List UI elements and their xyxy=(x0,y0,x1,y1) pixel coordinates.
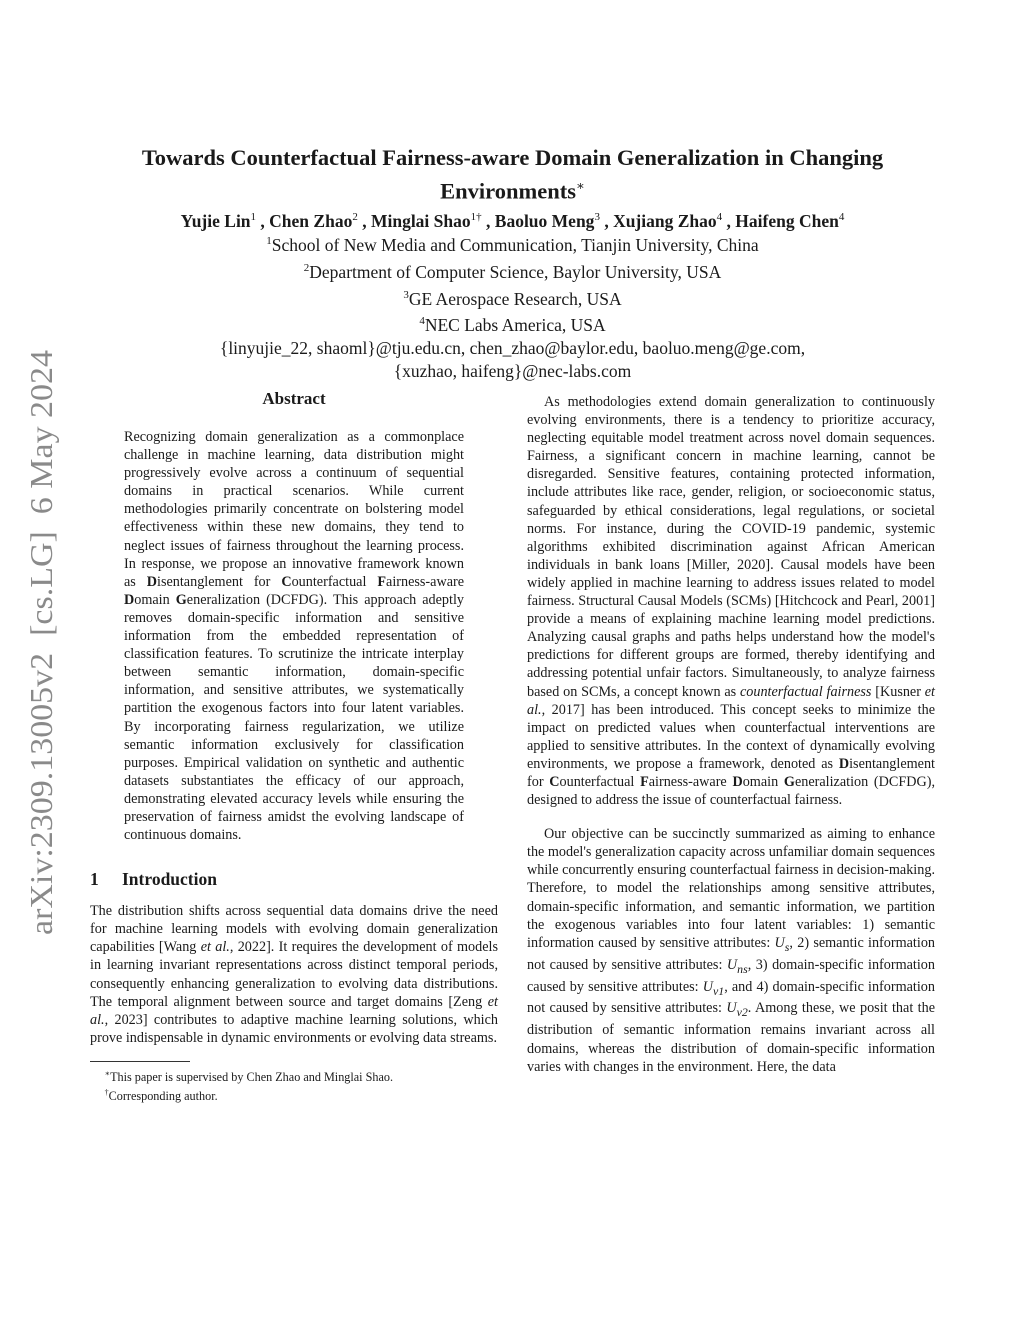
abstract-heading: Abstract xyxy=(262,389,326,408)
section-heading-introduction xyxy=(90,870,498,892)
body-paragraph: As methodologies extend domain generalization to continuously evolving environments, there is a tendency to prioritize accuracy, neglecting equitable model treatment across novel domain sequences. Fairness, a significant concern in machine learning, cannot be disregarded. Sensitive features, containing protected information, include attributes like race, gender, religion, or socioeconomic status, safeguarded by ethical considerations, legal regulations, or societal norms. For instance, during the COVID-19 pandemic, systemic algorithms exhibited discrimination against African American individuals in bank loans [Miller, 2020]. Causal models have been widely applied in machine learning to address issues related to model fairness. Structural Causal Models (SCMs) [Hitchcock and Pearl, 2001] provide a means of explaining machine learning model predictions. Analyzing causal graphs and paths helps understand how the model's predictions for different groups are formed, thereby identifying and addressing potential unfair factors. Simultaneously, to analyze fairness based on SCMs, a concept known as counterfactual fairness [Kusner et al., 2017] has been introduced. This concept seeks to minimize the impact on predicted values when counterfactual interventions are applied to sensitive attributes. In the context of dynamically evolving environments, we propose a framework, denoted as Disentanglement for Counterfactual Fairness-aware Domain Generalization (DCFDG), designed to address the issue of counterfactual fairness. xyxy=(527,394,936,809)
affiliation: $^3$GE Aerospace Research, USA xyxy=(403,288,622,309)
author: Yujie Lin$^1$ , xyxy=(180,210,270,231)
math-variable: $U_{v1}$ xyxy=(702,978,725,998)
author: Xujiang Zhao$^4$ , xyxy=(613,210,736,231)
affiliation: $^1$School of New Media and Communication, Tianjin University, China xyxy=(266,234,759,255)
left-column xyxy=(90,390,498,1104)
author: Haifeng Chen$^4$ xyxy=(735,210,845,231)
affiliation: $^4$NEC Labs America, USA xyxy=(419,315,606,336)
section-title: Introduction xyxy=(122,869,217,890)
title-footnote-mark: ∗ xyxy=(576,178,585,193)
intro-paragraph: The distribution shifts across sequential data domains drive the need for machine learning models with evolving domain generalization capabilities [Wang et al., 2022]. It requires the development of models in learning invariant representations across distinct temporal periods, consequently enhancing generalization to evolving data distributions. The temporal alignment between source and target domains [Zeng et al., 2023] contributes to adaptive machine learning solutions, which prove indispensable in dynamic environments or evolving data streams. xyxy=(90,903,498,1046)
abstract-body: Recognizing domain generalization as a commonplace challenge in machine learning, data distribution might progressively evolve across a continuum of sequential domains in practical scenarios. While current methodologies primarily concentrate on bolstering model effectiveness within these new domains, they tend to neglect issues of fairness throughout the learning process. In response, we propose an innovative framework known as Disentanglement for Counterfactual Fairness-aware Domain Generalization (DCFDG). This approach adeptly removes domain-specific information and sensitive information from the embedded representation of classification features. To scrutinize the intricate interplay between semantic information, domain-specific information, and sensitive attributes, we systematically partition the exogenous factors into four latent variables. By incorporating fairness regularization, we utilize semantic information exclusively for classification purposes. Empirical validation on synthetic and authentic datasets substantiates the efficacy of our approach, demonstrating elevated accuracy levels while ensuring the preservation of fairness amidst the evolving landscape of continuous domains. xyxy=(124,429,465,844)
author: Minglai Shao$^{1\dagger}$ , xyxy=(370,210,495,231)
author: Chen Zhao$^2$ , xyxy=(269,210,371,231)
email-line: {linyujie_22, shaoml}@tju.edu.cn, chen_zhao@baylor.edu, baoluo.meng@ge.com, xyxy=(219,338,806,359)
math-variable: $U_{ns}$ xyxy=(726,956,748,976)
title-text: Towards Counterfactual Fairness-aware Domain Generalization in Changing Environments xyxy=(141,145,884,204)
footnote: †Corresponding author. xyxy=(104,1087,218,1104)
email-line: {xuzhao, haifeng}@nec-labs.com xyxy=(393,361,632,382)
footnote-rule xyxy=(90,1061,190,1062)
right-column xyxy=(527,393,935,1076)
math-variable: $U_s$ xyxy=(774,934,790,954)
math-variable: $U_{v2}$ xyxy=(726,1000,748,1020)
affiliation: $^2$Department of Computer Science, Baylor University, USA xyxy=(303,261,722,282)
author: Baoluo Meng$^3$ , xyxy=(494,210,614,231)
affiliation-block xyxy=(90,230,935,383)
body-paragraph: Our objective can be succinctly summarized as aiming to enhance the model's generalization capacity across unfamiliar domain sequences while concurrently ensuring counterfactual fairness in decision-making. Therefore, to model the relationships among sensitive attributes, domain-specific information, and semantic information, we partition the exogenous variables into four latent variables: 1) semantic information caused by sensitive attributes: $U_s$, 2) semantic information not caused by sensitive attributes: $U_{ns}$, 3) domain-specific information caused by sensitive attributes: $U_{v1}$, and 4) domain-specific information not caused by sensitive attributes: $U_{v2}$. Among these, we posit that the distribution of semantic information remains invariant across all domains, whereas the distribution of domain-specific information varies with changes in the environment. Here, the data xyxy=(527,826,936,1075)
arxiv-identifier-stamp xyxy=(6,345,66,945)
footnote: ∗This paper is supervised by Chen Zhao and Minglai Shao. xyxy=(104,1068,394,1084)
paper-title xyxy=(90,144,935,206)
author-list xyxy=(90,205,935,233)
arxiv-identifier-text: arXiv:2309.13005v2 [cs.LG] 6 May 2024 xyxy=(23,383,59,935)
section-number: 1 xyxy=(90,869,99,890)
